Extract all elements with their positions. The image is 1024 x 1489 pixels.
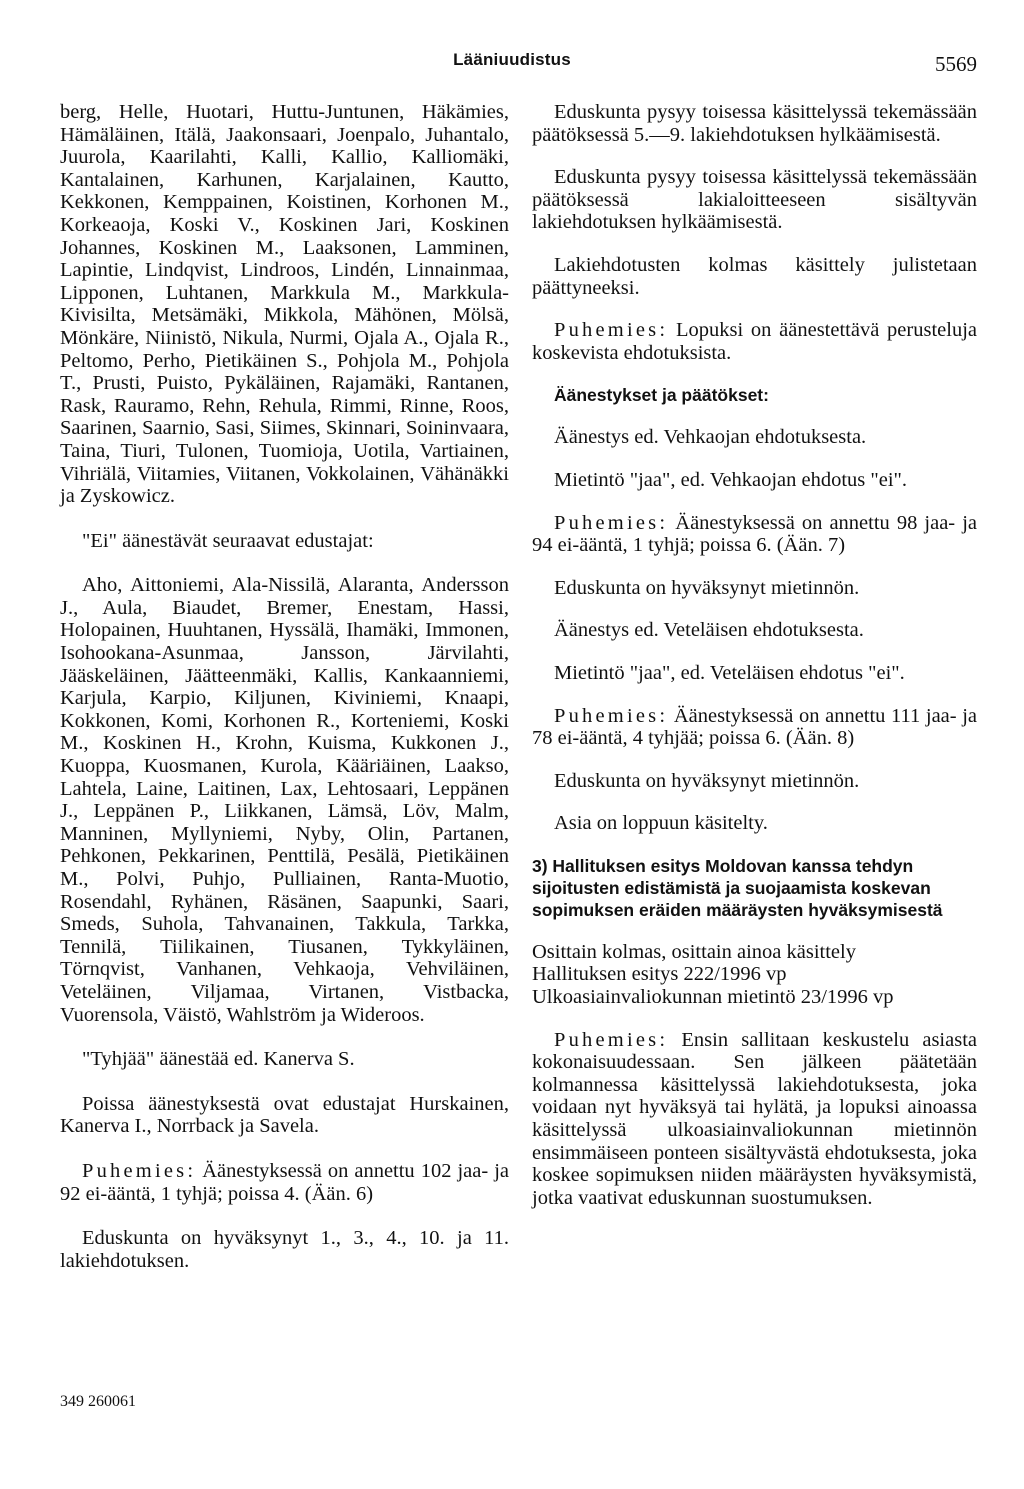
section-3-references: [532, 941, 977, 1009]
yes-voters-continued: berg, Helle, Huotari, Huttu-Juntunen, Häkämies, Hämäläinen, Itälä, Jaakonsaari, Joenpalo, Juhantalo, Juurola, Kaarilahti, Kalli, Kallio, Kalliomäki, Kantalainen, Karhunen, Karjalainen, Kautto, Kekkonen, Kemppainen, Koistinen, Korhonen M., Korkeaoja, Koski V., Koskinen Jari, Koskinen Johannes, Koskinen M., Laaksonen, Lamminen, Lapintie, Lindqvist, Lindroos, Lindén, Linnainmaa, Lipponen, Luhtanen, Markkula M., Markkula-Kivisilta, Metsämäki, Mikkola, Mähönen, Mölsä, Mönkäre, Niinistö, Nikula, Nurmi, Ojala A., Ojala R., Peltomo, Perho, Pietikäinen S., Pohjola M., Pohjola T., Prusti, Puisto, Pykäläinen, Rajamäki, Rantanen, Rask, Rauramo, Rehn, Rehula, Rimmi, Rinne, Roos, Saarinen, Saarnio, Sasi, Siimes, Skinnari, Soininvaara, Taina, Tiuri, Tulonen, Tuomioja, Uotila, Vartiainen, Vihriälä, Viitamies, Viitanen, Vokkolainen, Vähänäkki ja Zyskowicz.: [60, 101, 509, 508]
no-voters-list: Aho, Aittoniemi, Ala-Nissilä, Alaranta, Andersson J., Aula, Biaudet, Bremer, Enestam, Hassi, Holopainen, Huuhtanen, Hyssälä, Ihamäki, Immonen, Isohookana-Asunmaa, Jansson, Järvilahti, Jääskeläinen, Jäätteenmäki, Kallis, Kankaanniemi, Karjula, Karpio, Kiljunen, Kiviniemi, Knaapi, Kokkonen, Komi, Korhonen R., Korteniemi, Koski M., Koskinen H., Krohn, Kuisma, Kukkonen J., Kuoppa, Kuosmanen, Kurola, Kääriäinen, Laakso, Lahtela, Laine, Laitinen, Lax, Lehtosaari, Leppänen J., Leppänen P., Liikkanen, Lämsä, Löv, Malm, Manninen, Myllyniemi, Nyby, Olin, Partanen, Pehkonen, Pekkarinen, Penttilä, Pesälä, Pietikäinen M., Polvi, Puhjo, Pulliainen, Ranta-Muotio, Rosendahl, Ryhänen, Räsänen, Saapunki, Saari, Smeds, Suhola, Tahvanainen, Takkula, Tarkka, Tennilä, Tiilikainen, Tiusanen, Tykkyläinen, Törnqvist, Vanhanen, Vehkaoja, Vehviläinen, Veteläinen, Viljamaa, Virtanen, Vistbacka, Vuorensola, Väistö, Wahlström ja Wideroos.: [60, 574, 509, 1026]
speaker-statement-text: Lopuksi on äänestettävä perusteluja koskevista ehdotuksista.: [532, 319, 977, 364]
reading-type: Osittain kolmas, osittain ainoa käsittely: [532, 940, 856, 963]
vote-8-text: Äänestyksessä on annettu 111 jaa- ja 78 ei-ääntä, 4 tyhjää; poissa 6. (Ään. 8): [532, 704, 978, 750]
print-code: 349 260061: [60, 1393, 136, 1410]
section-3-heading: 3) Hallituksen esitys Moldovan kanssa tehdyn sijoitusten edistämistä ja suojaamista koskevan sopimuksen eräiden määräysten hyväksymisestä: [532, 855, 943, 920]
speaker-label: Puhemies:: [554, 511, 669, 534]
vote-7-result: [532, 512, 977, 557]
vote-7-text: Äänestyksessä on annettu 98 jaa- ja 94 ei-ääntä, 1 tyhjä; poissa 6. (Ään. 7): [532, 511, 977, 557]
committee-report-ref: Ulkoasiainvaliokunnan mietintö 23/1996 vp: [532, 986, 894, 1009]
no-voters-intro: "Ei" äänestävät seuraavat edustajat:: [82, 529, 374, 552]
accepted-b: Eduskunta on hyväksynyt mietinnön.: [554, 769, 860, 792]
speaker-label: Puhemies:: [82, 1159, 197, 1182]
speaker-label: Puhemies:: [554, 319, 669, 342]
speaker-procedure-text: Ensin sallitaan keskustelu asiasta kokonaisuudessaan. Sen jälkeen päätetään kolmannessa käsittelyssä lakiehdotuksesta, joka voidaan nyt hyväksyä tai hylätä, ja lopuksi ainoassa käsittelyssä ulkoasiainvaliokunnan mietinnön ensimmäiseen ponteen sisältyvästä ehdotuksesta, joka koskee sopimuksen niiden määräysten hyväksymistä, jotka vaativat eduskunnan suostumuksen.: [532, 1028, 977, 1209]
accepted-a: Eduskunta on hyväksynyt mietinnön.: [554, 576, 860, 599]
bills-accepted: Eduskunta on hyväksynyt 1., 3., 4., 10. ja 11. lakiehdotuksen.: [60, 1227, 509, 1272]
matter-closed: Asia on loppuun käsitelty.: [554, 812, 768, 835]
third-reading-closed: Lakiehdotusten kolmas käsittely julistetaan päättyneeksi.: [532, 253, 977, 299]
page-header-title: Lääniuudistus: [453, 50, 571, 69]
right-column: [532, 101, 977, 1229]
speaker-statement: [532, 319, 977, 364]
left-column: [60, 101, 509, 1294]
vote-6-text: Äänestyksessä on annettu 102 jaa- ja 92 ei-ääntä, 1 tyhjä; poissa 4. (Ään. 6): [60, 1159, 510, 1205]
mietinto-vetelainen: Mietintö "jaa", ed. Veteläisen ehdotus "ei".: [554, 661, 905, 684]
page-number: 5569: [935, 52, 977, 76]
votes-and-decisions-heading: Äänestykset ja päätökset:: [554, 385, 769, 406]
decision-bills-5-9: Eduskunta pysyy toisessa käsittelyssä tekemässään päätöksessä 5.—9. lakiehdotuksen hylkäämisestä.: [532, 101, 977, 146]
government-proposal-ref: Hallituksen esitys 222/1996 vp: [532, 963, 787, 986]
mietinto-vehkaoja: Mietintö "jaa", ed. Vehkaojan ehdotus "ei".: [554, 468, 908, 491]
blank-voter: "Tyhjää" äänestää ed. Kanerva S.: [82, 1048, 355, 1071]
vote-vehkaoja: Äänestys ed. Vehkaojan ehdotuksesta.: [554, 426, 867, 449]
speaker-procedure: [532, 1029, 977, 1210]
vote-6-result: [60, 1160, 509, 1205]
speaker-label: Puhemies:: [554, 1028, 669, 1051]
vote-8-result: [532, 705, 977, 750]
absent-voters: Poissa äänestyksestä ovat edustajat Hurskainen, Kanerva I., Norrback ja Savela.: [60, 1092, 509, 1138]
decision-initiative: Eduskunta pysyy toisessa käsittelyssä tekemässään päätöksessä lakialoitteeseen sisältyvän lakiehdotuksen hylkäämisestä.: [532, 166, 977, 234]
speaker-label: Puhemies:: [554, 704, 669, 727]
vote-vetelainen: Äänestys ed. Veteläisen ehdotuksesta.: [554, 619, 864, 642]
